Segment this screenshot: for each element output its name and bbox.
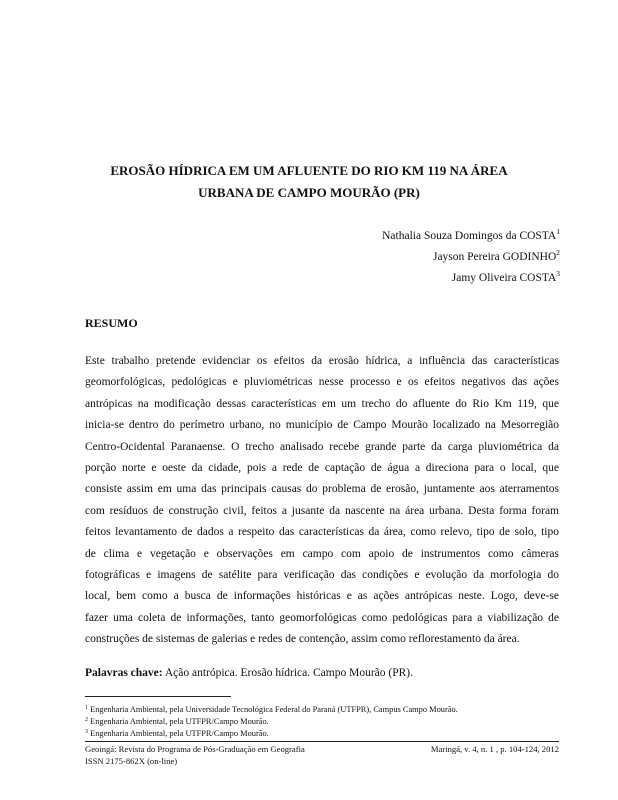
footnote-text: Engenharia Ambiental, pela UTFPR/Campo Mourão. bbox=[88, 729, 269, 738]
abstract-line: local, bem como a busca de informações históricas e as ações antrópicas neste. Logo, deve-se bbox=[85, 590, 559, 603]
author-1 bbox=[382, 226, 560, 247]
abstract-line: construções de sistemas de galerias e redes de contenção, assim como reflorestamento da área. bbox=[85, 633, 520, 646]
footnote-2 bbox=[85, 716, 458, 728]
title-line-2: URBANA DE CAMPO MOURÃO (PR) bbox=[198, 185, 420, 200]
abstract-line: antrópicas na modificação dessas características em um trecho do afluente do Rio Km 119, que bbox=[85, 397, 559, 410]
abstract-line: de clima e vegetação e observações em campo com apoio de instrumentos como câmeras bbox=[85, 547, 559, 560]
footnote-text: Engenharia Ambiental, pela UTFPR/Campo Mourão. bbox=[88, 717, 269, 726]
abstract-line: consiste assim em uma das principais causas do problema de erosão, juntamente aos aterramentos bbox=[85, 483, 559, 496]
author-3 bbox=[382, 268, 560, 289]
abstract-line: Este trabalho pretende evidenciar os efeitos da erosão hídrica, a influência das características bbox=[85, 355, 559, 367]
abstract-body bbox=[85, 351, 559, 651]
keywords bbox=[85, 667, 413, 679]
author-footnote-mark: 1 bbox=[556, 227, 560, 236]
author-name: Jayson Pereira GODINHO bbox=[432, 251, 557, 263]
title-line-1: EROSÃO HÍDRICA EM UM AFLUENTE DO RIO KM 119 NA ÁREA bbox=[110, 163, 508, 178]
footer-issue: Maringá, v. 4, n. 1 , p. 104-124, 2012 bbox=[430, 744, 559, 754]
footnote-mark: 1 bbox=[85, 705, 88, 711]
abstract-line: fotográficas e imagens de satélite para verificação das condições e evolução da morfologia do bbox=[85, 569, 559, 582]
footer-journal: Geoingá: Revista do Programa de Pós-Graduação em Geografia bbox=[85, 744, 305, 754]
footnote-mark: 3 bbox=[85, 729, 88, 735]
abstract-heading: RESUMO bbox=[85, 316, 138, 330]
abstract-line: porção norte e oeste da cidade, pois a rede de captação de água a direciona para o local, que bbox=[85, 462, 559, 475]
author-footnote-mark: 2 bbox=[556, 248, 560, 257]
footnote-3 bbox=[85, 728, 458, 740]
abstract-line: inicia-se dentro do perímetro urbano, no município de Campo Mourão localizado na Mesorregião bbox=[85, 419, 559, 432]
footer-issn: ISSN 2175-862X (on-line) bbox=[85, 756, 178, 766]
abstract-line: geomorfológicas, pedológicas e pluviométricas nesse processo e os efeitos negativos das ações bbox=[85, 376, 559, 389]
author-name: Jamy Oliveira COSTA bbox=[451, 272, 557, 284]
footer-divider bbox=[85, 741, 559, 742]
author-name: Nathalia Souza Domingos da COSTA bbox=[382, 230, 557, 242]
author-footnote-mark: 3 bbox=[556, 269, 560, 278]
keywords-label: Palavras chave: bbox=[85, 667, 163, 679]
page-footer bbox=[85, 743, 559, 767]
footnote-text: Engenharia Ambiental, pela Universidade Tecnológica Federal do Paraná (UTFPR), Campus Campo Mourão. bbox=[88, 705, 458, 714]
keywords-text: Ação antrópica. Erosão hídrica. Campo Mourão (PR). bbox=[162, 667, 413, 679]
footnote-1 bbox=[85, 704, 458, 716]
abstract-line: feitos levantamento de dados a respeito das características da área, como relevo, tipo de solo, tipo bbox=[85, 526, 559, 539]
footnote-divider bbox=[85, 696, 231, 697]
author-list bbox=[382, 226, 560, 289]
footnote-mark: 2 bbox=[85, 717, 88, 723]
abstract-line: com resíduos de construção civil, feitos a jusante da nascente na área urbana. Desta forma foram bbox=[85, 504, 559, 517]
abstract-line: Centro-Ocidental Paranaense. O trecho analisado recebe grande parte da carga pluviométrica da bbox=[85, 440, 559, 453]
footnotes bbox=[85, 704, 458, 740]
paper-title bbox=[60, 160, 558, 204]
author-2 bbox=[382, 247, 560, 268]
abstract-line: fazer uma coleta de informações, tanto geomorfológicas como pedológicas para a viabilização de bbox=[85, 611, 559, 624]
